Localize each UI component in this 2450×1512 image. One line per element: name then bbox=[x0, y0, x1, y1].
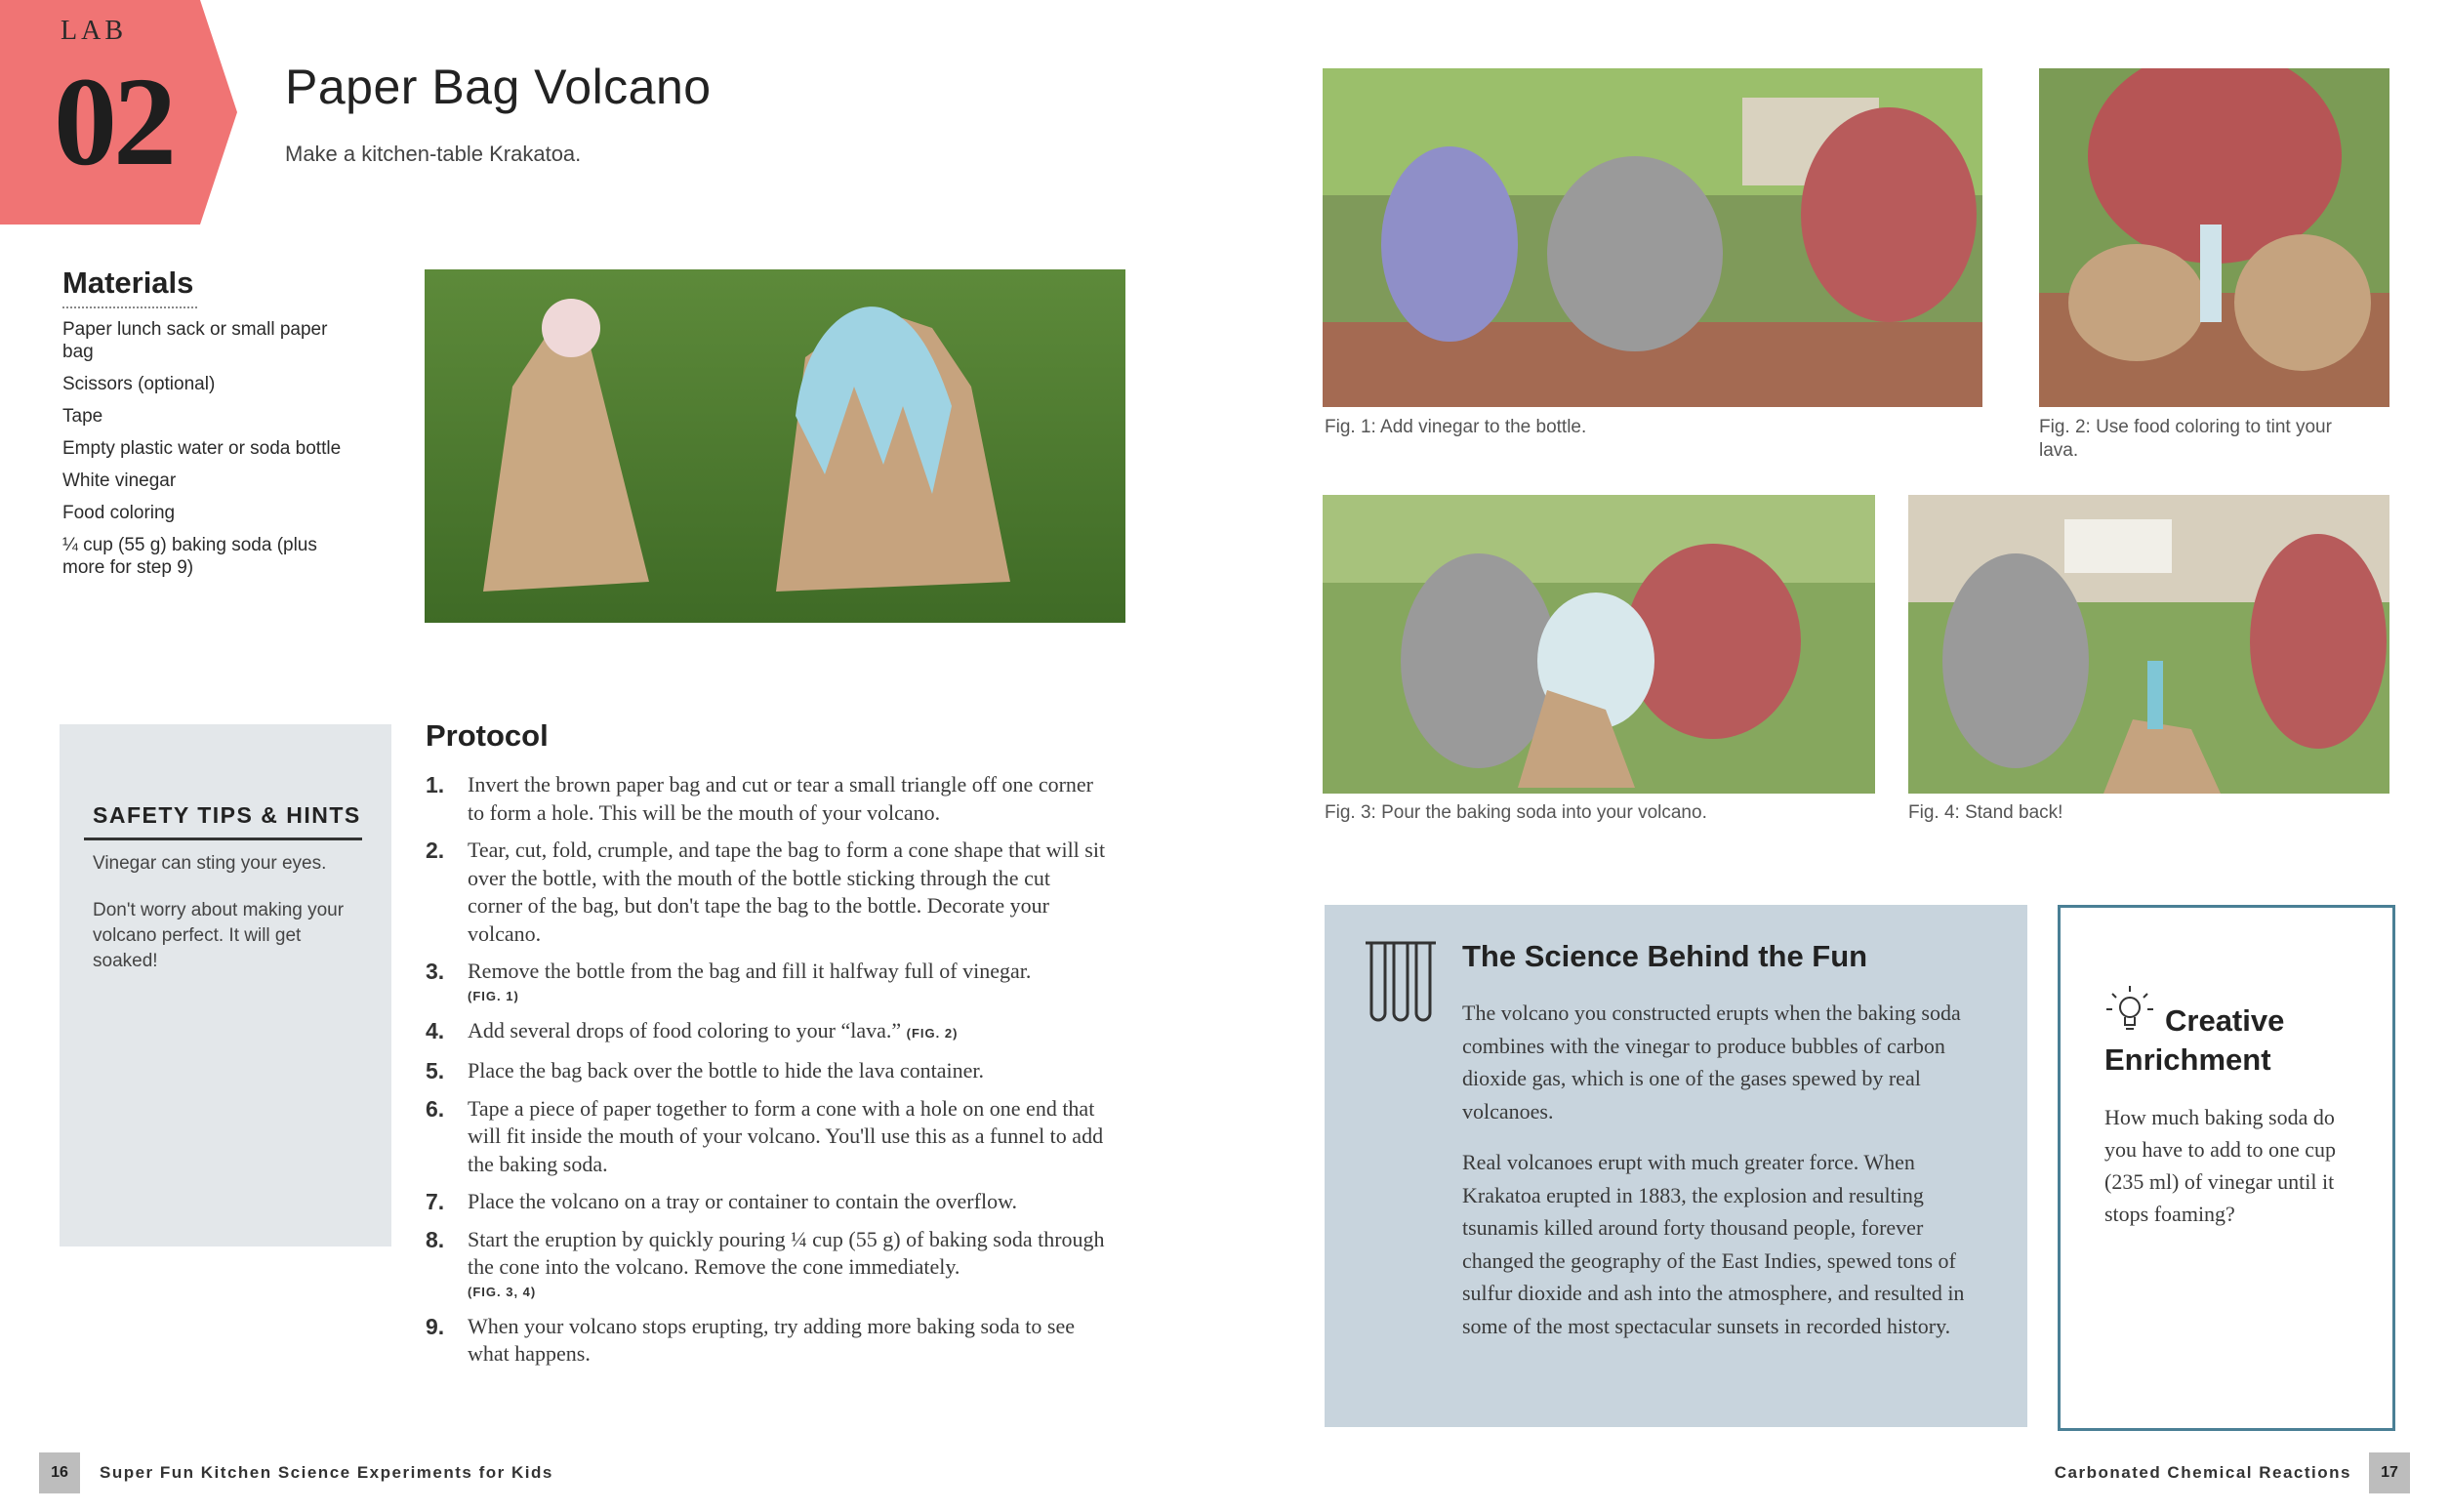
fig2-caption: Fig. 2: Use food coloring to tint your lava. bbox=[2039, 417, 2332, 461]
enrichment-heading bbox=[2104, 1001, 2358, 1080]
protocol-step bbox=[426, 958, 1109, 1007]
step-number: 5. bbox=[426, 1058, 445, 1083]
science-heading: The Science Behind the Fun bbox=[1462, 939, 1868, 973]
fig4-photo bbox=[1908, 495, 2389, 794]
materials-heading: Materials bbox=[62, 266, 194, 300]
fig2-photo bbox=[2039, 68, 2389, 407]
material-item: Food coloring bbox=[62, 503, 176, 523]
test-tubes-icon bbox=[1362, 939, 1440, 1027]
step-number: 8. bbox=[426, 1226, 445, 1252]
step-number: 7. bbox=[426, 1189, 445, 1214]
safety-divider bbox=[84, 838, 362, 840]
step-number: 3. bbox=[426, 959, 445, 984]
lab-number: 02 bbox=[54, 52, 173, 192]
step-text: Add several drops of food coloring to your “lava.” bbox=[468, 1017, 902, 1042]
step-number: 6. bbox=[426, 1095, 445, 1122]
figure-reference: (FIG. 2) bbox=[906, 1025, 959, 1041]
page-number-right: 17 bbox=[2369, 1452, 2410, 1493]
material-item: Paper lunch sack or small paper bag bbox=[62, 319, 328, 362]
step-text: Tear, cut, fold, crumple, and tape the bag to form a cone shape that will sit over the bottle, with the mouth of the bottle sticking through the cut corner of the bag, but don't tape the bag to the bottle. Decorate your volcano. bbox=[468, 838, 1106, 946]
page-title: Paper Bag Volcano bbox=[285, 60, 712, 114]
step-text: Start the eruption by quickly pouring ¼ cup (55 g) of baking soda through the cone into the volcano. Remove the cone immediately. bbox=[468, 1226, 1105, 1279]
enrichment-heading-text: Creative Enrichment bbox=[2104, 1003, 2285, 1077]
material-item: Empty plastic water or soda bottle bbox=[62, 438, 342, 459]
enrichment-text: How much baking soda do you have to add to one cup (235 ml) of vinegar until it stops foaming? bbox=[2104, 1105, 2337, 1226]
step-text: Tape a piece of paper together to form a cone with a hole on one end that will fit inside the mouth of your volcano. You'll use this as a funnel to add the baking soda. bbox=[468, 1095, 1104, 1176]
step-text: Invert the brown paper bag and cut or tear a small triangle off one corner to form a hole. This will be the mouth of your volcano. bbox=[468, 772, 1093, 825]
book-title: Super Fun Kitchen Science Experiments for Kids bbox=[100, 1463, 553, 1482]
fig1-caption: Fig. 1: Add vinegar to the bottle. bbox=[1325, 417, 1587, 437]
material-item: Scissors (optional) bbox=[62, 374, 216, 394]
step-text: Remove the bottle from the bag and fill it halfway full of vinegar. bbox=[468, 959, 1032, 983]
step-number: 9. bbox=[426, 1313, 445, 1339]
materials-list bbox=[62, 318, 346, 589]
page-subtitle: Make a kitchen-table Krakatoa. bbox=[285, 142, 582, 166]
fig3-caption: Fig. 3: Pour the baking soda into your volcano. bbox=[1325, 802, 1707, 823]
lab-label: LAB bbox=[61, 16, 127, 46]
science-paragraph: The volcano you constructed erupts when the baking soda combines with the vinegar to produce bubbles of carbon dioxide gas, which is one of the gases spewed by real volcanoes. bbox=[1462, 1001, 1961, 1124]
protocol-steps bbox=[426, 771, 1109, 1378]
material-item: White vinegar bbox=[62, 470, 177, 491]
step-number: 4. bbox=[426, 1017, 445, 1043]
step-number: 2. bbox=[426, 838, 445, 863]
figure-reference: (FIG. 1) bbox=[468, 988, 519, 1003]
material-item: ¼ cup (55 g) baking soda (plus more for step 9) bbox=[62, 535, 317, 578]
step-number: 1. bbox=[426, 772, 445, 797]
protocol-step bbox=[426, 1017, 1109, 1048]
protocol-step bbox=[426, 1095, 1109, 1179]
protocol-step bbox=[426, 771, 1109, 827]
protocol-step bbox=[426, 1188, 1109, 1216]
protocol-step bbox=[426, 1226, 1109, 1303]
protocol-step bbox=[426, 1313, 1109, 1369]
fig1-photo bbox=[1323, 68, 1982, 407]
science-paragraph: Real volcanoes erupt with much greater force. When Krakatoa erupted in 1883, the explosion and resulting tsunamis killed around forty thousand people, forever changed the geography of the East Indies, spewed tons of sulfur dioxide and ash into the atmosphere, and resulted in some of the most spectacular sunsets in recorded history. bbox=[1462, 1150, 1965, 1338]
safety-tip: Don't worry about making your volcano perfect. It will get soaked! bbox=[93, 900, 345, 971]
page-number-left: 16 bbox=[39, 1452, 80, 1493]
material-item: Tape bbox=[62, 406, 103, 427]
safety-heading: SAFETY TIPS & HINTS bbox=[93, 802, 361, 828]
fig4-caption: Fig. 4: Stand back! bbox=[1908, 802, 2063, 823]
materials-underline bbox=[62, 305, 197, 308]
step-text: Place the bag back over the bottle to hide the lava container. bbox=[468, 1058, 985, 1083]
volcano-photo bbox=[425, 269, 1125, 623]
step-text: When your volcano stops erupting, try adding more baking soda to see what happens. bbox=[468, 1313, 1075, 1366]
step-text: Place the volcano on a tray or container to contain the overflow. bbox=[468, 1189, 1018, 1213]
protocol-step bbox=[426, 837, 1109, 948]
chapter-title: Carbonated Chemical Reactions bbox=[2054, 1463, 2351, 1482]
protocol-heading: Protocol bbox=[426, 718, 549, 753]
fig3-photo bbox=[1323, 495, 1875, 794]
safety-tip: Vinegar can sting your eyes. bbox=[93, 853, 327, 874]
figure-reference: (FIG. 3, 4) bbox=[468, 1284, 537, 1299]
protocol-step bbox=[426, 1057, 1109, 1085]
